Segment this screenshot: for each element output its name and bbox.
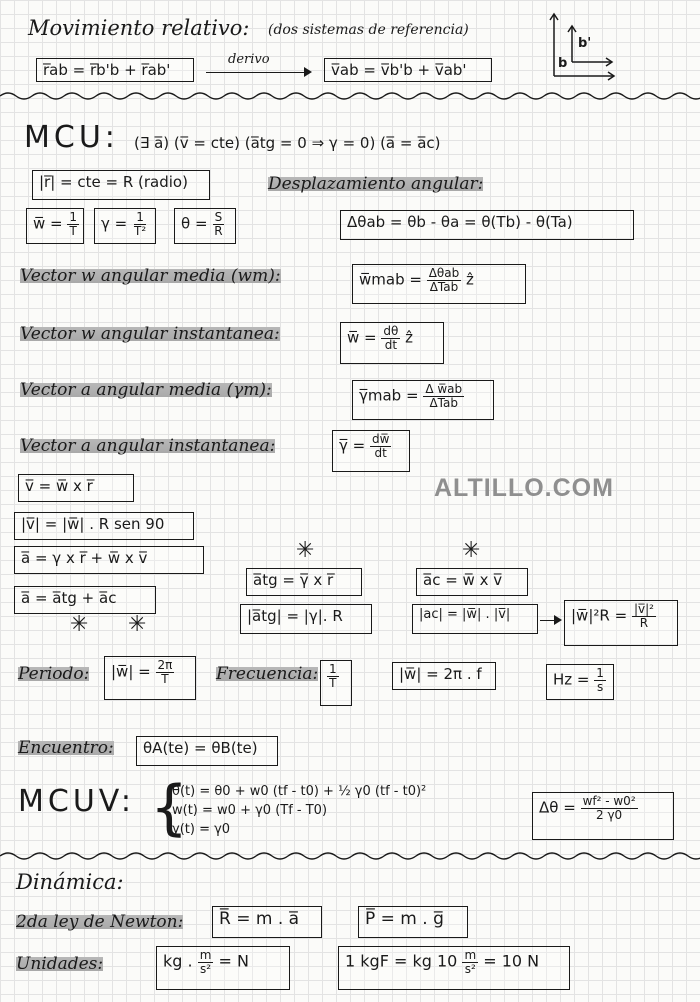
asterisk-icon: ✳ [128,612,147,637]
a-centripetal-result-numerator: |v̅|² [633,602,654,616]
periodo-fraction [156,659,175,685]
theta-numerator: S [214,210,223,224]
gamma-numerator: 1 [136,210,144,224]
hertz-numerator: 1 [596,666,604,680]
vector-a-media-lhs: γ̅mab = [359,386,419,405]
vector-a-media-denominator: ΔTab [429,395,458,410]
a-centripetal-result-box [564,600,678,646]
relative-position-equation: r̅ab = r̅b'b + r̅ab' [36,58,194,82]
newton-units-lhs: kg . [163,951,193,971]
gamma-box [94,208,156,244]
omega-numerator: 1 [69,210,78,224]
vector-w-media-denominator: ΔTab [429,279,459,294]
periodo-box [104,656,196,700]
newton-equation-box: R̅ = m . a̅ [212,906,322,938]
axis-label-b-prime: b' [578,36,592,51]
encuentro-label: Encuentro: [18,738,114,758]
radius-box: |r̅| = cte = R (radio) [32,170,210,200]
newton-units-numerator: m [199,948,212,962]
kgf-conversion-box [338,946,570,990]
encuentro-box: θA(te) = θB(te) [136,736,278,766]
theta-lhs: θ = [181,214,208,233]
omega-lhs: w̅ = [33,214,63,233]
vector-a-inst-label: Vector a angular instantanea: [20,436,276,456]
delta-theta-mcuv-box [532,792,674,840]
theta-denominator: R [214,223,223,238]
mcuv-title: MCUV: [18,784,135,819]
periodo-denominator: T [161,671,169,686]
vector-a-media-fraction [423,383,464,409]
a-centripetal-result-denominator: R [639,615,649,630]
omega-denominator: T [69,223,77,238]
derivative-arrow [206,72,310,73]
vector-a-media-box [352,380,494,420]
newton-units-denominator: s² [200,961,212,976]
newton-law-label: 2da ley de Newton: [16,912,184,932]
section-title-movimiento-relativo: Movimiento relativo: [28,16,250,40]
v-modulus-box: |v̅| = |w̅| . R sen 90 [14,512,194,540]
vector-w-media-lhs: w̅mab = [359,270,422,289]
dinamica-title: Dinámica: [16,870,124,894]
mcu-conditions: (∃ a̅) (v̅ = cte) (a̅tg = 0 ⇒ γ = 0) (a̅ = a̅c) [134,134,441,152]
vector-w-inst-numerator: dθ [383,324,399,338]
vector-w-inst-unit: ẑ [405,328,414,347]
vector-w-inst-box [340,322,444,364]
mcuv-omega-equation: w(t) = w0 + γ0 (Tf - T0) [172,803,328,818]
omega-period-box [26,208,84,244]
kgf-numerator: m [464,948,477,962]
section-divider [0,850,700,862]
vector-w-media-label: Vector w angular media (wm): [20,266,281,286]
a-centripetal-result-fraction [632,603,656,629]
vector-w-media-numerator: Δθab [428,266,460,280]
watermark: ALTILLO.COM [434,474,614,502]
a-tangential-modulus-box: |a̅tg| = |γ|. R [240,604,372,634]
axis-label-b: b [558,56,568,71]
w-frequency-box: |w̅| = 2π . f [392,662,496,690]
kgf-denominator: s² [464,961,476,976]
delta-theta-mcuv-lhs: Δθ = [539,798,576,817]
hertz-lhs: Hz = [553,670,590,689]
arrow-label-derivo: derivo [228,52,270,67]
a-centripetal-result-lhs: |w̅|²R = [571,606,628,625]
gamma-denominator: T² [134,223,147,238]
vector-w-media-box [352,264,526,304]
section-subtitle: (dos sistemas de referencia) [268,22,469,38]
unidades-label: Unidades: [16,954,104,974]
vector-a-inst-fraction [370,433,391,459]
asterisk-icon: ✳ [70,612,89,637]
kgf-lhs: 1 kgF = kg 10 [345,951,458,971]
vector-w-inst-lhs: w̅ = [347,328,377,347]
section-divider [0,90,700,102]
vector-a-inst-denominator: dt [374,445,387,460]
vector-a-media-label: Vector a angular media (γm): [20,380,272,400]
result-arrow [540,620,560,621]
gamma-fraction [132,211,148,237]
asterisk-icon: ✳ [462,538,481,563]
vector-w-media-fraction [427,267,462,293]
mcuv-gamma-equation: γ(t) = γ0 [172,822,231,837]
omega-fraction [67,211,79,237]
vector-a-inst-numerator: dw̅ [372,432,390,446]
vector-w-inst-label: Vector w angular instantanea: [20,324,280,344]
mcuv-theta-equation: θ(t) = θ0 + w0 (tf - t0) + ½ γ0 (tf - t0)² [172,784,427,799]
theta-fraction [212,211,224,237]
hertz-fraction [594,667,606,693]
hertz-denominator: s [596,679,604,694]
a-sum-box: a̅ = γ x r̅ + w̅ x v̅ [14,546,204,574]
frecuencia-numerator: 1 [329,662,337,676]
kgf-rhs: = 10 N [483,951,540,971]
frecuencia-fraction [327,663,339,689]
hertz-box [546,664,614,700]
a-tangential-box: a̅tg = γ̅ x r̅ [246,568,362,596]
system-brace: { [150,773,189,843]
asterisk-icon: ✳ [296,538,315,563]
weight-equation-box: P̅ = m . g̅ [358,906,468,938]
frecuencia-label: Frecuencia: [216,664,319,684]
kgf-fraction [462,949,478,975]
theta-arc-box [174,208,236,244]
vector-w-inst-fraction [381,325,400,351]
frecuencia-denominator: T [329,675,337,690]
relative-velocity-equation: v̅ab = v̅b'b + v̅ab' [324,58,492,82]
periodo-label: Periodo: [18,664,90,684]
desplazamiento-angular-label: Desplazamiento angular: [268,174,484,194]
delta-theta-mcuv-fraction [581,795,638,821]
mcuv-equation-system [172,782,426,839]
vector-a-inst-lhs: γ̅ = [339,436,366,455]
a-split-box: a̅ = a̅tg + a̅c [14,586,156,614]
gamma-lhs: γ = [101,214,128,233]
vector-w-media-unit: ẑ [466,270,474,289]
frecuencia-box [320,660,352,706]
periodo-lhs: |w̅| = [111,662,151,681]
newton-units-box [156,946,290,990]
mcu-title: MCU: [24,120,119,155]
delta-theta-mcuv-numerator: wf² - w0² [582,794,636,808]
v-cross-product-box: v̅ = w̅ x r̅ [18,474,134,502]
periodo-numerator: 2π [157,658,173,672]
vector-w-inst-denominator: dt [384,337,398,352]
delta-theta-box: Δθab = θb - θa = θ(Tb) - θ(Ta) [340,210,634,240]
vector-a-media-numerator: Δ w̅ab [425,382,463,396]
a-centripetal-modulus-box: |ac| = |w̅| . |v̅| [412,604,538,634]
newton-units-fraction [198,949,214,975]
delta-theta-mcuv-denominator: 2 γ0 [596,807,623,822]
a-centripetal-box: a̅c = w̅ x v̅ [416,568,528,596]
vector-a-inst-box [332,430,410,472]
newton-units-rhs: = N [218,951,249,971]
